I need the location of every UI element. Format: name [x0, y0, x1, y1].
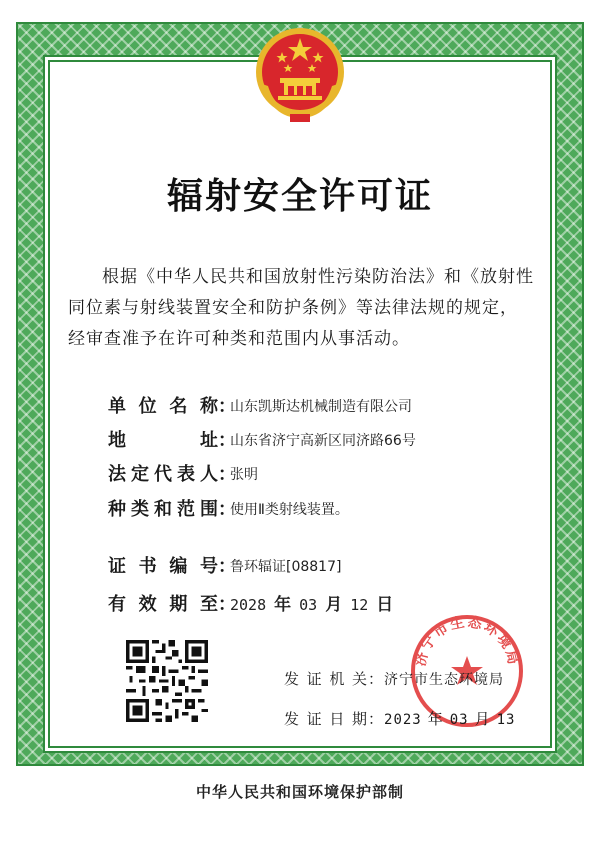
- field-colon: ：: [218, 464, 236, 485]
- field-colon: ：: [218, 396, 236, 417]
- issue-month-unit: 月: [474, 710, 491, 728]
- field-legal-rep: [108, 462, 258, 488]
- field-label: 地址: [108, 430, 218, 451]
- field-label: 种类和范围: [108, 499, 218, 520]
- issue-year: 2023: [384, 712, 422, 728]
- issuing-authority: [284, 668, 504, 691]
- qr-code-icon: [126, 640, 208, 722]
- field-label: 单位名称: [108, 396, 218, 417]
- expiry-month-unit: 月: [325, 595, 343, 615]
- field-expiry: [108, 592, 401, 618]
- field-label: 证书编号: [108, 556, 218, 577]
- scope-value: 使用Ⅱ类射线装置。: [230, 502, 349, 518]
- issue-date: [284, 708, 515, 731]
- issuer-colon: ：: [368, 670, 385, 688]
- field-colon: ：: [218, 594, 236, 615]
- national-emblem-icon: [252, 22, 348, 124]
- issue-month: 03: [449, 712, 469, 728]
- issue-date-colon: ：: [368, 710, 385, 728]
- field-scope: [108, 497, 349, 523]
- expiry-year: 2028: [230, 596, 267, 614]
- issue-day: 13: [496, 712, 516, 728]
- field-colon: ：: [218, 556, 236, 577]
- field-colon: ：: [218, 499, 236, 520]
- field-address: [108, 428, 416, 454]
- issue-year-unit: 年: [427, 710, 444, 728]
- cert-no-value: 鲁环辐证[08817]: [230, 559, 342, 575]
- field-label: 法定代表人: [108, 464, 218, 485]
- issue-date-label: 发证日期: [284, 710, 368, 728]
- expiry-month: 03: [299, 596, 318, 614]
- expiry-value: [230, 592, 401, 618]
- expiry-year-unit: 年: [274, 595, 292, 615]
- legal-rep-value: 张明: [230, 467, 258, 483]
- field-label: 有效期至: [108, 594, 218, 615]
- expiry-day-unit: 日: [376, 595, 394, 615]
- expiry-day: 12: [350, 596, 369, 614]
- seal-text: 济宁市生态环境局: [412, 614, 522, 668]
- field-cert-no: [108, 554, 341, 580]
- field-unit-name: [108, 394, 412, 420]
- certificate-intro: 根据《中华人民共和国放射性污染防治法》和《放射性同位素与射线装置安全和防护条例》等法律法规的规定，经审查准予在许可种类和范围内从事活动。: [68, 267, 534, 349]
- certificate-title: 辐射安全许可证: [166, 175, 433, 217]
- address-value: 山东省济宁高新区同济路66号: [230, 433, 416, 449]
- issuer-label: 发证机关: [284, 670, 368, 688]
- unit-name-value: 山东凯斯达机械制造有限公司: [230, 399, 412, 415]
- issuer-value: 济宁市生态环境局: [384, 672, 505, 688]
- field-colon: ：: [218, 430, 236, 451]
- issuer-footer: 中华人民共和国环境保护部制: [195, 783, 404, 801]
